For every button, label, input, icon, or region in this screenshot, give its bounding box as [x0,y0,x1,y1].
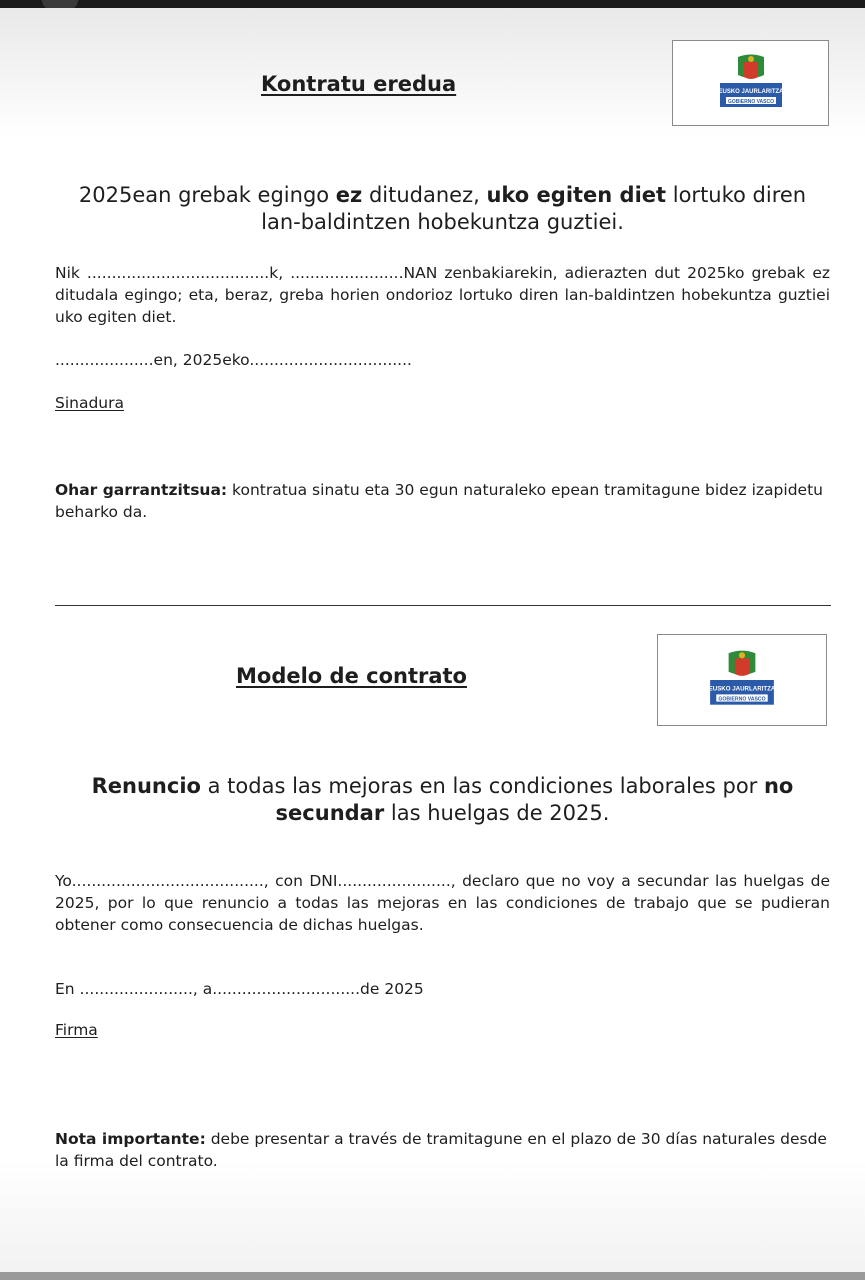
bottom-bar [0,1272,865,1280]
es-logo-box [657,634,827,726]
eu-title: Kontratu eredua [261,72,457,96]
es-lead-statement: Renuncio a todas las mejoras en las condiciones laborales por no secundar las huelgas de 2025. [91,774,794,825]
section-divider [55,605,831,606]
government-logo-icon-2 [706,649,778,711]
logo-text-line2: GOBIERNO VASCO [727,99,775,105]
logo-text-line1-2: EUSKO JAURLARITZA [708,685,776,693]
eu-place-date-line: ....................en, 2025eko................................. [55,351,412,369]
eu-important-note: Ohar garrantzitsua: kontratua sinatu eta 30 egun naturaleko epean tramitagune bidez izapidetu beharko da. [55,481,823,521]
es-title: Modelo de contrato [236,664,467,688]
eu-signature-label: Sinadura [55,394,125,412]
logo-text-line1: EUSKO JAURLARITZA [718,89,784,95]
paper-shading-bottom [0,1160,865,1272]
es-declaration-text: Yo......................................., con DNI......................., declaro que no voy a secundar las huelgas de 2025, por lo que renuncio a todas las mejoras en las condiciones de trabajo que se pudieran obtener como consecuencia de dichas huelgas. [55,872,830,934]
es-place-date-line: En ......................., a..............................de 2025 [55,980,424,998]
eu-logo-box [672,40,829,126]
top-status-bar [0,0,865,8]
government-logo-icon [716,53,786,113]
es-important-note: Nota importante: debe presentar a través de tramitagune en el plazo de 30 días naturales desde la firma del contrato. [55,1130,827,1170]
logo-text-line2-2: GOBIERNO VASCO [718,696,766,703]
eu-lead-statement: 2025ean grebak egingo ez ditudanez, uko egiten diet lortuko diren lan-baldintzen hobekuntza guztiei. [78,183,807,234]
es-signature-label: Firma [55,1021,98,1039]
eu-declaration-text: Nik .....................................k, .......................NAN zenbakiarekin, adierazten dut 2025ko grebak ez ditudala egingo; eta, beraz, greba horien ondorioz lortuko diren lan-baldintzen hobekuntza guztiei uko egiten diet. [55,264,830,326]
